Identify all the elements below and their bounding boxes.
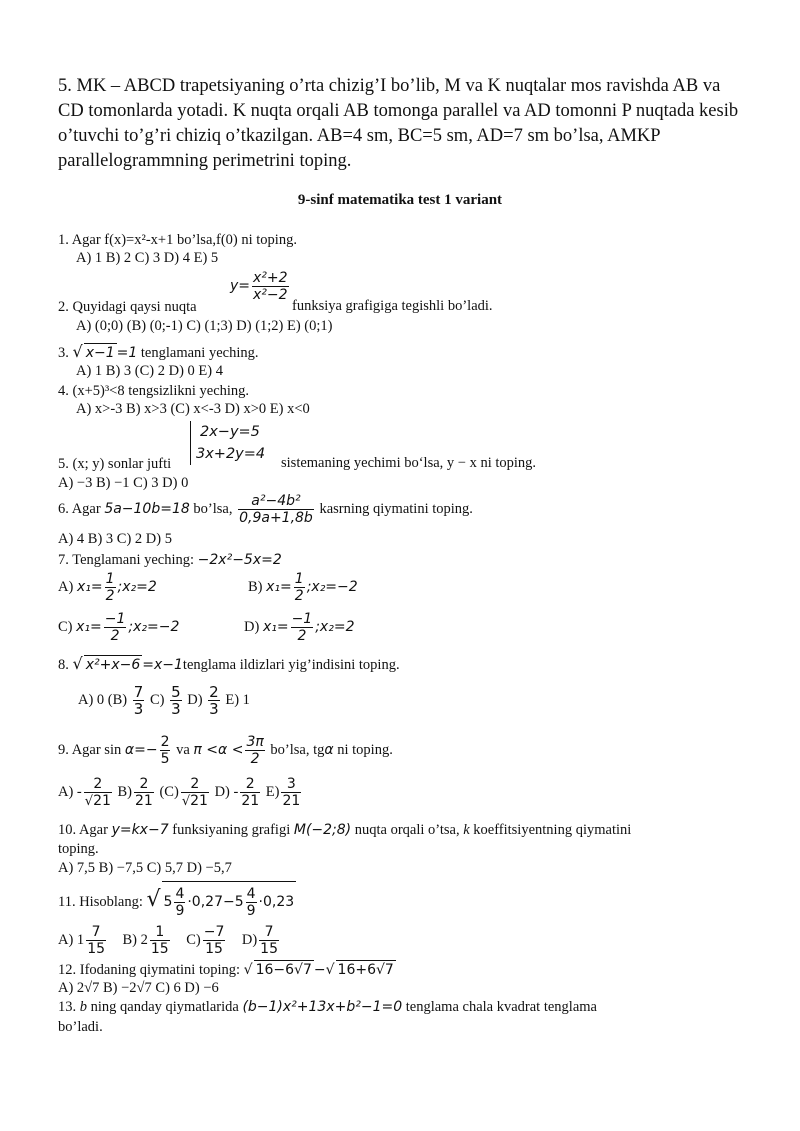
question-7-option-b: B) x₁= $\frac{1}{2}$ ;x₂=−2 xyxy=(248,571,358,605)
question-2-prefix: 2. Quyidagi qaysi nuqta xyxy=(58,299,197,315)
question-4-answers: A) x>-3 B) x>3 (C) x<-3 D) x>0 E) x<0 xyxy=(76,401,310,417)
question-4: 4. (x+5)³<8 tengsizlikni yeching. xyxy=(58,383,250,399)
question-10: 10. Agar y=kx−7 funksiyaning grafigi M(−2;8) nuqta orqali o’tsa, k koeffitsiyentning qiymatini xyxy=(58,822,632,838)
intro-paragraph: 5. MK – ABCD trapetsiyaning o’rta chizig’I bo’lib, M va K nuqtalar mos ravishda AB va CD tomonlarda yotadi. K nuqta orqali AB tomonga parallel va AD tomonni P nuqtada kesib o’tuvchi to’g’ri chiziq o’tkazilgan. AB=4 sm, BC=5 sm, AD=7 sm bo’lsa, AMKP parallelogrammning perimetrini toping. xyxy=(58,76,739,171)
question-8-answers: A) 0 (B) $\frac{7}{3}$ C) $\frac{5}{3}$ D) $\frac{2}{3}$ E) 1 xyxy=(78,683,250,719)
question-12: 12. Ifodaning qiymatini toping: √ 16−6√7 −√ 16+6√7 xyxy=(58,962,394,978)
question-13-line2: bo’ladi. xyxy=(58,1019,103,1035)
question-2-suffix: funksiya grafigiga tegishli bo’ladi. xyxy=(292,298,493,314)
question-7-option-a: A) x₁= $\frac{1}{2}$ ;x₂=2 xyxy=(58,571,157,605)
question-12-answers: A) 2√7 B) −2√7 C) 6 D) −6 xyxy=(58,980,219,996)
question-5-prefix: 5. (x; y) sonlar jufti xyxy=(58,456,172,472)
test-heading: 9-sinf matematika test 1 variant xyxy=(297,192,503,208)
question-5-answers: A) −3 B) −1 C) 3 D) 0 xyxy=(58,475,189,491)
question-13: 13. b ning qanday qiymatlarida (b−1)x²+13x+b²−1=0 tenglama chala kvadrat tenglama xyxy=(58,999,597,1015)
question-10-line2: toping. xyxy=(58,841,99,857)
question-9-answers: A) - $\frac{2}{√21}$ B) $\frac{2}{21}$ (C) $\frac{2}{√21}$ D) - $\frac{2}{21}$ E) $\frac{3}{21}$ xyxy=(58,775,301,810)
question-5-eq2: 3x+2y=4 xyxy=(196,446,266,462)
question-10-answers: A) 7,5 B) −7,5 C) 5,7 D) −5,7 xyxy=(58,860,232,876)
question-7: 7. Tenglamani yeching: −2x²−5x=2 xyxy=(58,552,282,568)
question-5-suffix: sistemaning yechimi bo‘lsa, y − x ni toping. xyxy=(281,455,537,471)
question-2-formula: y= $\frac{\text{x²+2}}{\text{x²−2}}$ xyxy=(230,270,288,303)
question-6-answers: A) 4 B) 3 C) 2 D) 5 xyxy=(58,531,172,547)
question-3: 3. √ x−1 =1 tenglamani yeching. xyxy=(58,342,259,361)
question-3-answers: A) 1 B) 3 (C) 2 D) 0 E) 4 xyxy=(76,363,223,379)
question-7-option-d: D) x₁= $\frac{-1}{2}$ ;x₂=2 xyxy=(244,611,355,645)
question-1-answers: A) 1 B) 2 C) 3 D) 4 E) 5 xyxy=(76,250,219,266)
question-11-answers: A) 1 $\frac{7}{15}$ B) 2 $\frac{1}{15}$ C) $\frac{-7}{15}$ D) $\frac{7}{15}$ xyxy=(58,924,278,958)
question-1: 1. Agar f(x)=x²-x+1 bo’lsa,f(0) ni toping. xyxy=(58,232,297,248)
question-2-answers: A) (0;0) (B) (0;-1) C) (1;3) D) (1;2) E) (0;1) xyxy=(76,318,333,334)
question-9: 9. Agar sin α=− $\frac{2}{5}$ va π <α < $\frac{3\pi}{2}$ bo’lsa, tgα ni toping. xyxy=(58,734,393,768)
question-11: 11. Hisoblang: √ 5 $\frac{4}{9}$ ·0,27−5 $\frac{4}{9}$ ·0,23 xyxy=(58,880,296,922)
question-6: 6. Agar 5a−10b=18 bo’lsa, $\frac{\text{a²−4b²}}{0,9a+1,8b}$ kasrning qiymatini toping. xyxy=(58,493,473,527)
question-7-option-c: C) x₁= $\frac{-1}{2}$ ;x₂=−2 xyxy=(58,611,180,645)
question-5-eq1: 2x−y=5 xyxy=(200,424,260,440)
question-8: 8. √ x²+x−6 =x−1tenglama ildizlari yig’indisini toping. xyxy=(58,654,400,673)
